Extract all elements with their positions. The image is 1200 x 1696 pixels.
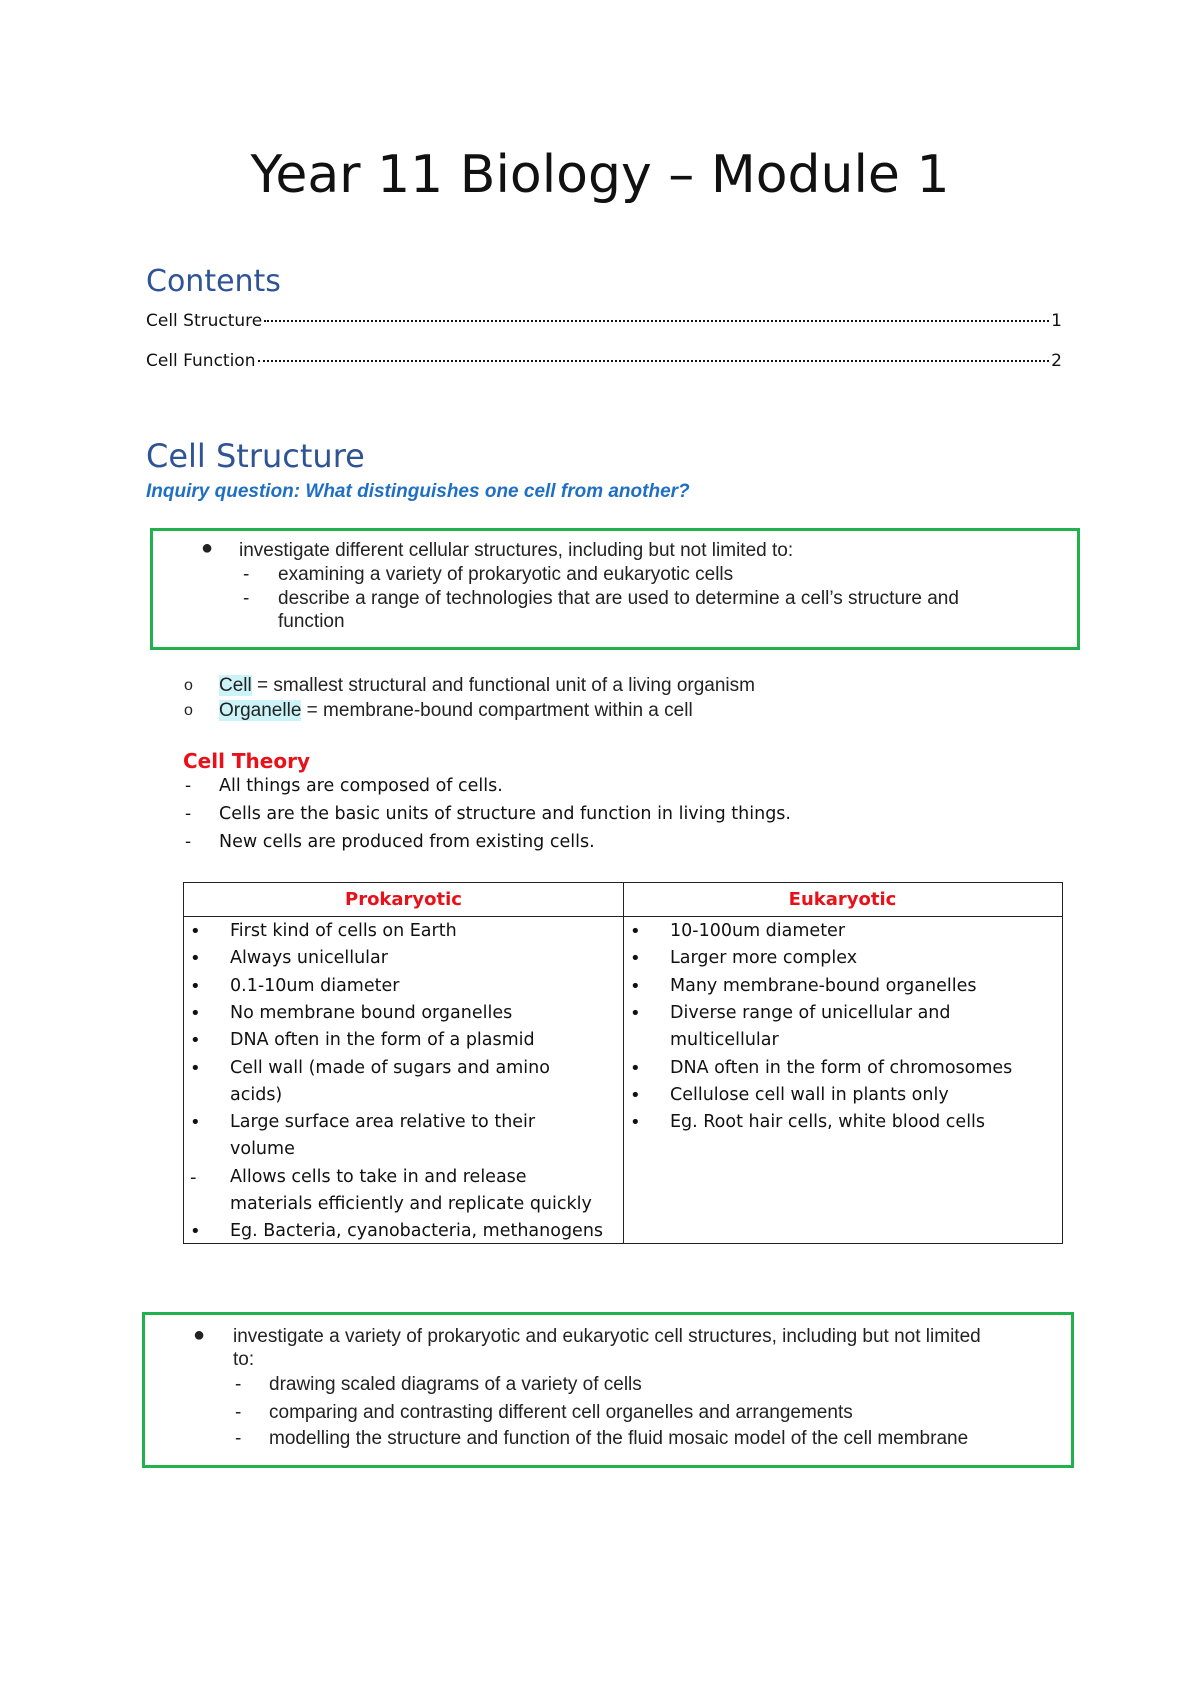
- column-divider: [623, 883, 624, 1243]
- bullet-icon: •: [190, 1030, 201, 1052]
- toc-entry[interactable]: [146, 350, 1062, 372]
- contents-heading: Contents: [146, 264, 281, 299]
- bullet-icon: •: [630, 1002, 641, 1024]
- dash-icon: -: [185, 832, 192, 852]
- dash-icon: -: [185, 804, 192, 824]
- bullet-icon: ●: [201, 537, 214, 559]
- dash-icon: -: [185, 776, 192, 796]
- table-cell-line: 0.1-10um diameter: [230, 975, 400, 996]
- bullet-icon: •: [630, 975, 641, 997]
- bullet-icon: •: [630, 1057, 641, 1079]
- table-header-prokaryotic: Prokaryotic: [345, 889, 462, 910]
- definition-term: Organelle: [219, 700, 302, 721]
- table-cell-line: DNA often in the form of a plasmid: [230, 1030, 535, 1051]
- circle-bullet-icon: o: [184, 677, 193, 694]
- syllabus-subpoint-continuation: function: [278, 611, 345, 632]
- toc-entry-page: 1: [1051, 311, 1062, 331]
- table-cell-line: Always unicellular: [230, 948, 388, 969]
- section-heading: Cell Structure: [146, 437, 365, 475]
- definition-item: [219, 699, 693, 723]
- dash-icon: -: [243, 588, 250, 609]
- table-cell-line: Eg. Root hair cells, white blood cells: [670, 1112, 986, 1133]
- bullet-icon: •: [190, 1002, 201, 1024]
- dash-icon: -: [235, 1402, 242, 1423]
- table-header-eukaryotic: Eukaryotic: [788, 889, 897, 910]
- definition-text: = membrane-bound compartment within a cell: [301, 700, 693, 721]
- bullet-icon: •: [630, 921, 641, 942]
- table-cell-line: Allows cells to take in and release: [230, 1166, 527, 1187]
- cell-theory-heading: Cell Theory: [183, 749, 311, 773]
- dash-icon: -: [235, 1374, 242, 1395]
- syllabus-subpoint: comparing and contrasting different cell organelles and arrangements: [269, 1402, 853, 1423]
- table-cell-line: First kind of cells on Earth: [230, 921, 457, 941]
- table-cell-line: Larger more complex: [670, 948, 858, 969]
- cell-theory-item: Cells are the basic units of structure and function in living things.: [219, 804, 791, 824]
- bullet-icon: •: [630, 948, 641, 970]
- table-cell-line: Diverse range of unicellular and: [670, 1002, 951, 1023]
- syllabus-subpoint: describe a range of technologies that are used to determine a cell’s structure and: [278, 588, 959, 609]
- syllabus-box: [150, 528, 1080, 650]
- bullet-icon: ●: [193, 1324, 206, 1346]
- table-cell-line: Cellulose cell wall in plants only: [670, 1084, 949, 1105]
- toc-entry[interactable]: [146, 310, 1062, 332]
- inquiry-question: Inquiry question: What distinguishes one cell from another?: [146, 481, 690, 502]
- toc-entry-label: Cell Function: [146, 351, 256, 371]
- bullet-icon: •: [190, 948, 201, 970]
- dash-icon: -: [190, 1166, 197, 1188]
- cell-theory-item: New cells are produced from existing cells.: [219, 832, 595, 852]
- bullet-icon: •: [190, 1112, 201, 1134]
- bullet-icon: •: [630, 1084, 641, 1106]
- table-cell-line: Many membrane-bound organelles: [670, 975, 977, 996]
- syllabus-point: investigate different cellular structures, including but not limited to:: [239, 540, 794, 561]
- comparison-table: [183, 882, 1063, 1244]
- table-cell-line: Cell wall (made of sugars and amino: [230, 1057, 550, 1078]
- bullet-icon: •: [630, 1112, 641, 1134]
- table-cell-line: 10-100um diameter: [670, 921, 846, 941]
- cell-theory-item: All things are composed of cells.: [219, 776, 503, 796]
- bullet-icon: •: [190, 1221, 201, 1243]
- definition-text: = smallest structural and functional unit of a living organism: [251, 675, 755, 696]
- definition-term: Cell: [219, 675, 252, 696]
- dash-icon: -: [235, 1428, 242, 1449]
- header-divider: [184, 916, 1062, 917]
- toc-leader-dots: [264, 320, 1049, 322]
- syllabus-subpoint: drawing scaled diagrams of a variety of cells: [269, 1374, 642, 1395]
- syllabus-box: [142, 1312, 1074, 1468]
- table-cell-line: acids): [230, 1084, 283, 1105]
- toc-leader-dots: [258, 360, 1050, 362]
- bullet-icon: •: [190, 1057, 201, 1079]
- table-cell-line: Eg. Bacteria, cyanobacteria, methanogens: [230, 1221, 604, 1242]
- table-cell-line: Large surface area relative to their: [230, 1112, 536, 1133]
- syllabus-subpoint: examining a variety of prokaryotic and eukaryotic cells: [278, 564, 734, 585]
- syllabus-point-continuation: to:: [233, 1349, 255, 1370]
- table-cell-line: multicellular: [670, 1030, 779, 1051]
- definition-item: [219, 674, 755, 698]
- table-cell-line: volume: [230, 1139, 295, 1160]
- document-title: Year 11 Biology – Module 1: [250, 145, 950, 205]
- toc-entry-label: Cell Structure: [146, 311, 263, 331]
- dash-icon: -: [243, 564, 250, 585]
- bullet-icon: •: [190, 975, 201, 997]
- circle-bullet-icon: o: [184, 702, 193, 719]
- syllabus-subpoint: modelling the structure and function of the fluid mosaic model of the cell membrane: [269, 1428, 969, 1449]
- table-cell-line: DNA often in the form of chromosomes: [670, 1057, 1013, 1078]
- syllabus-point: investigate a variety of prokaryotic and eukaryotic cell structures, including but not limited: [233, 1326, 981, 1347]
- toc-entry-page: 2: [1051, 351, 1062, 371]
- bullet-icon: •: [190, 921, 201, 942]
- table-cell-line: No membrane bound organelles: [230, 1002, 513, 1023]
- table-cell-line: materials efficiently and replicate quickly: [230, 1194, 592, 1214]
